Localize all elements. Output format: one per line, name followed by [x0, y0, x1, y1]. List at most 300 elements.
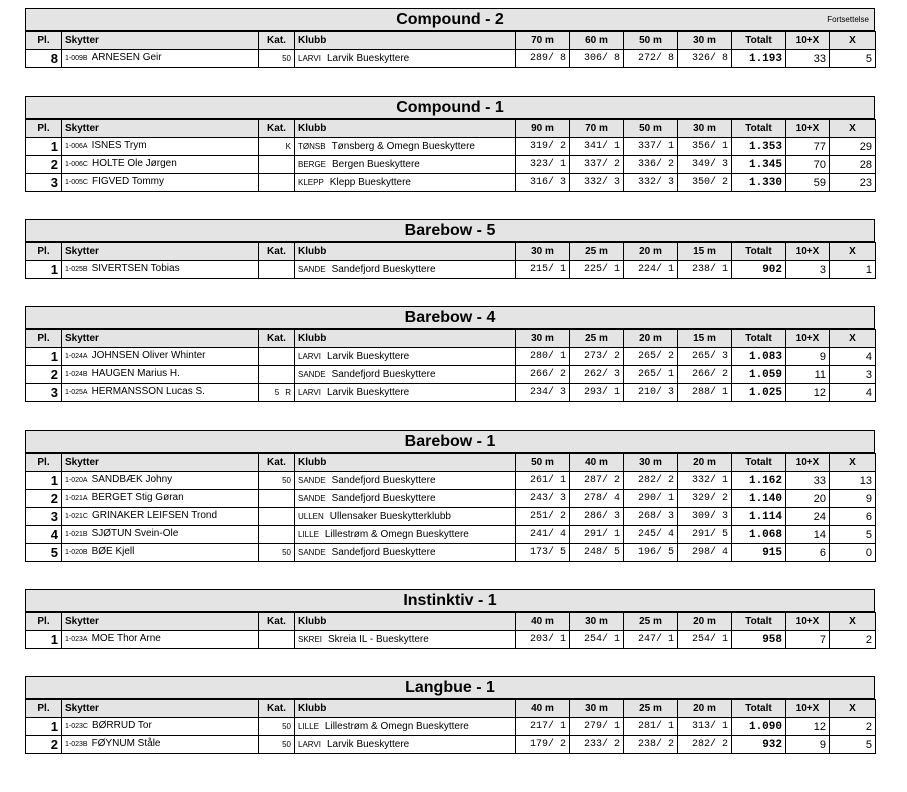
club-cell [295, 718, 516, 736]
placement: 1 [26, 631, 62, 649]
club-code: SANDE [298, 493, 326, 503]
distance-score: 238/ 1 [678, 261, 732, 279]
distance-score: 254/ 1 [678, 631, 732, 649]
club-name: Bergen Bueskyttere [332, 158, 420, 170]
header-kat: Kat. [259, 330, 295, 348]
header-skytter: Skytter [62, 32, 259, 50]
distance-score: 224/ 1 [624, 261, 678, 279]
placement: 2 [26, 736, 62, 754]
ten-x-count: 24 [786, 508, 830, 526]
result-section [25, 430, 875, 562]
distance-score: 266/ 2 [516, 366, 570, 384]
club-code: LARVI [298, 387, 321, 397]
start-id: 1-023C [65, 723, 88, 730]
distance-score: 215/ 1 [516, 261, 570, 279]
distance-score: 282/ 2 [624, 472, 678, 490]
header-row [26, 454, 876, 472]
total-score: 932 [732, 736, 786, 754]
header-skytter: Skytter [62, 243, 259, 261]
distance-score: 266/ 2 [678, 366, 732, 384]
start-id: 1-006A [65, 143, 88, 150]
section-title: Barebow - 1 [404, 433, 496, 450]
header-pl: Pl. [26, 700, 62, 718]
category-cell [259, 736, 295, 754]
club-code: LILLE [298, 721, 319, 731]
category-cell [259, 544, 295, 562]
placement: 3 [26, 508, 62, 526]
continuation-note: Fortsettelse [827, 15, 869, 24]
distance-score: 173/ 5 [516, 544, 570, 562]
header-x: X [830, 120, 876, 138]
placement: 5 [26, 544, 62, 562]
distance-score: 329/ 2 [678, 490, 732, 508]
distance-score: 217/ 1 [516, 718, 570, 736]
category: 50 [282, 739, 291, 749]
category-cell [259, 526, 295, 544]
archer-name: JOHNSEN Oliver Whinter [91, 350, 206, 361]
distance-score: 247/ 1 [624, 631, 678, 649]
header-skytter: Skytter [62, 330, 259, 348]
club-cell [295, 348, 516, 366]
distance-score: 313/ 1 [678, 718, 732, 736]
distance-score: 196/ 5 [624, 544, 678, 562]
header-klubb: Klubb [295, 32, 516, 50]
distance-score: 243/ 3 [516, 490, 570, 508]
distance-score: 265/ 3 [678, 348, 732, 366]
club-code: BERGE [298, 159, 327, 169]
header-10x: 10+X [786, 454, 830, 472]
total-score: 1.025 [732, 384, 786, 402]
x-count: 3 [830, 366, 876, 384]
archer-name: BERGET Stig Gøran [91, 492, 184, 503]
archer-cell [62, 544, 259, 562]
club-cell [295, 174, 516, 192]
table-row [26, 508, 876, 526]
header-totalt: Totalt [732, 613, 786, 631]
header-x: X [830, 330, 876, 348]
table-row [26, 138, 876, 156]
club-cell [295, 472, 516, 490]
archer-cell [62, 472, 259, 490]
x-count: 29 [830, 138, 876, 156]
table-row [26, 631, 876, 649]
category: 5 [274, 387, 280, 397]
ten-x-count: 77 [786, 138, 830, 156]
category-cell [259, 138, 295, 156]
results-table [25, 31, 876, 68]
distance-score: 251/ 2 [516, 508, 570, 526]
header-x: X [830, 613, 876, 631]
start-id: 1-020A [65, 477, 88, 484]
header-distance: 30 m [624, 454, 678, 472]
header-kat: Kat. [259, 454, 295, 472]
section-title-bar [25, 219, 875, 242]
category-cell [259, 384, 295, 402]
club-code: LARVI [298, 351, 321, 361]
total-score: 1.090 [732, 718, 786, 736]
header-row [26, 243, 876, 261]
section-title: Instinktiv - 1 [403, 592, 497, 609]
distance-score: 210/ 3 [624, 384, 678, 402]
section-title-bar [25, 430, 875, 453]
table-row [26, 472, 876, 490]
archer-cell [62, 526, 259, 544]
header-pl: Pl. [26, 32, 62, 50]
header-skytter: Skytter [62, 120, 259, 138]
section-title: Compound - 1 [396, 99, 504, 116]
placement: 2 [26, 490, 62, 508]
header-10x: 10+X [786, 32, 830, 50]
ten-x-count: 59 [786, 174, 830, 192]
placement: 1 [26, 348, 62, 366]
distance-score: 265/ 1 [624, 366, 678, 384]
table-row [26, 261, 876, 279]
distance-score: 326/ 8 [678, 50, 732, 68]
start-id: 1-021A [65, 495, 88, 502]
club-name: Tønsberg & Omegn Bueskyttere [331, 140, 475, 152]
ten-x-count: 33 [786, 50, 830, 68]
header-skytter: Skytter [62, 700, 259, 718]
ten-x-count: 70 [786, 156, 830, 174]
section-title: Langbue - 1 [405, 679, 495, 696]
total-score: 1.140 [732, 490, 786, 508]
header-pl: Pl. [26, 330, 62, 348]
club-cell [295, 544, 516, 562]
results-table [25, 242, 876, 279]
distance-score: 337/ 1 [624, 138, 678, 156]
header-10x: 10+X [786, 330, 830, 348]
club-name: Sandefjord Bueskyttere [331, 368, 436, 380]
ten-x-count: 11 [786, 366, 830, 384]
ten-x-count: 12 [786, 384, 830, 402]
distance-score: 203/ 1 [516, 631, 570, 649]
distance-score: 319/ 2 [516, 138, 570, 156]
header-totalt: Totalt [732, 243, 786, 261]
header-pl: Pl. [26, 243, 62, 261]
archer-name: GRINAKER LEIFSEN Trond [91, 510, 218, 521]
header-pl: Pl. [26, 454, 62, 472]
club-code: ULLEN [298, 511, 324, 521]
ten-x-count: 20 [786, 490, 830, 508]
distance-score: 337/ 2 [570, 156, 624, 174]
club-code: SANDE [298, 475, 326, 485]
category-cell [259, 50, 295, 68]
distance-score: 238/ 2 [624, 736, 678, 754]
distance-score: 332/ 3 [624, 174, 678, 192]
header-row [26, 330, 876, 348]
total-score: 915 [732, 544, 786, 562]
archer-cell [62, 156, 259, 174]
distance-score: 332/ 1 [678, 472, 732, 490]
table-row [26, 526, 876, 544]
ten-x-count: 3 [786, 261, 830, 279]
club-name: Ullensaker Bueskytterklubb [329, 510, 451, 522]
total-score: 1.345 [732, 156, 786, 174]
archer-name: BØE Kjell [91, 546, 135, 557]
club-code: SANDE [298, 264, 326, 274]
distance-score: 289/ 8 [516, 50, 570, 68]
results-table [25, 612, 876, 649]
total-score: 1.353 [732, 138, 786, 156]
archer-cell [62, 736, 259, 754]
distance-score: 287/ 2 [570, 472, 624, 490]
placement: 2 [26, 366, 62, 384]
placement: 1 [26, 472, 62, 490]
header-distance: 50 m [516, 454, 570, 472]
x-count: 4 [830, 348, 876, 366]
x-count: 0 [830, 544, 876, 562]
category-cell [259, 718, 295, 736]
ten-x-count: 33 [786, 472, 830, 490]
distance-score: 288/ 1 [678, 384, 732, 402]
archer-cell [62, 261, 259, 279]
table-row [26, 348, 876, 366]
total-score: 1.330 [732, 174, 786, 192]
club-cell [295, 138, 516, 156]
club-code: KLEPP [298, 177, 324, 187]
results-table [25, 453, 876, 562]
archer-name: SJØTUN Svein-Ole [91, 528, 179, 539]
result-section [25, 8, 875, 68]
header-klubb: Klubb [295, 700, 516, 718]
table-row [26, 384, 876, 402]
ten-x-count: 6 [786, 544, 830, 562]
x-count: 2 [830, 718, 876, 736]
section-title: Barebow - 4 [404, 309, 496, 326]
x-count: 5 [830, 526, 876, 544]
distance-score: 265/ 2 [624, 348, 678, 366]
section-title: Barebow - 5 [404, 222, 496, 239]
distance-score: 341/ 1 [570, 138, 624, 156]
x-count: 6 [830, 508, 876, 526]
start-id: 1-020B [65, 549, 88, 556]
archer-cell [62, 366, 259, 384]
start-id: 1-005C [65, 179, 88, 186]
total-score: 1.162 [732, 472, 786, 490]
header-x: X [830, 700, 876, 718]
club-name: Skreia IL - Bueskyttere [328, 633, 429, 645]
archer-name: ISNES Trym [91, 140, 147, 151]
category: 50 [282, 721, 291, 731]
header-distance: 30 m [516, 243, 570, 261]
x-count: 5 [830, 50, 876, 68]
table-row [26, 366, 876, 384]
archer-cell [62, 348, 259, 366]
club-name: Larvik Bueskyttere [326, 386, 410, 398]
category: 50 [282, 53, 291, 63]
header-distance: 70 m [570, 120, 624, 138]
total-score: 1.083 [732, 348, 786, 366]
total-score: 1.114 [732, 508, 786, 526]
header-distance: 20 m [624, 243, 678, 261]
ten-x-count: 9 [786, 736, 830, 754]
total-score: 1.068 [732, 526, 786, 544]
category-extra: R [285, 387, 291, 397]
ten-x-count: 7 [786, 631, 830, 649]
category-cell [259, 631, 295, 649]
header-skytter: Skytter [62, 613, 259, 631]
distance-score: 350/ 2 [678, 174, 732, 192]
distance-score: 306/ 8 [570, 50, 624, 68]
category: K [285, 141, 291, 151]
x-count: 13 [830, 472, 876, 490]
header-klubb: Klubb [295, 120, 516, 138]
header-skytter: Skytter [62, 454, 259, 472]
table-row [26, 156, 876, 174]
x-count: 1 [830, 261, 876, 279]
club-cell [295, 366, 516, 384]
club-code: LARVI [298, 739, 321, 749]
archer-cell [62, 490, 259, 508]
distance-score: 225/ 1 [570, 261, 624, 279]
header-distance: 25 m [624, 613, 678, 631]
placement: 3 [26, 174, 62, 192]
header-klubb: Klubb [295, 454, 516, 472]
placement: 8 [26, 50, 62, 68]
distance-score: 309/ 3 [678, 508, 732, 526]
placement: 4 [26, 526, 62, 544]
table-row [26, 174, 876, 192]
start-id: 1-025A [65, 389, 88, 396]
table-row [26, 736, 876, 754]
distance-score: 291/ 5 [678, 526, 732, 544]
result-section [25, 589, 875, 649]
header-distance: 30 m [570, 700, 624, 718]
distance-score: 336/ 2 [624, 156, 678, 174]
x-count: 2 [830, 631, 876, 649]
distance-score: 298/ 4 [678, 544, 732, 562]
placement: 1 [26, 138, 62, 156]
club-name: Sandefjord Bueskyttere [331, 492, 436, 504]
start-id: 1-021C [65, 513, 88, 520]
result-section [25, 306, 875, 402]
category: 50 [282, 475, 291, 485]
total-score: 1.193 [732, 50, 786, 68]
header-distance: 90 m [516, 120, 570, 138]
distance-score: 273/ 2 [570, 348, 624, 366]
club-cell [295, 631, 516, 649]
ten-x-count: 14 [786, 526, 830, 544]
club-cell [295, 384, 516, 402]
category-cell [259, 156, 295, 174]
club-cell [295, 261, 516, 279]
section-title-bar [25, 676, 875, 699]
ten-x-count: 9 [786, 348, 830, 366]
header-x: X [830, 32, 876, 50]
header-totalt: Totalt [732, 454, 786, 472]
header-x: X [830, 243, 876, 261]
archer-cell [62, 174, 259, 192]
header-row [26, 613, 876, 631]
distance-score: 279/ 1 [570, 718, 624, 736]
club-name: Lillestrøm & Omegn Bueskyttere [324, 720, 469, 732]
placement: 1 [26, 261, 62, 279]
header-pl: Pl. [26, 120, 62, 138]
distance-score: 286/ 3 [570, 508, 624, 526]
archer-name: MOE Thor Arne [91, 633, 161, 644]
ten-x-count: 12 [786, 718, 830, 736]
distance-score: 293/ 1 [570, 384, 624, 402]
header-distance: 20 m [678, 454, 732, 472]
header-totalt: Totalt [732, 330, 786, 348]
club-code: LARVI [298, 53, 321, 63]
results-table [25, 699, 876, 754]
club-cell [295, 50, 516, 68]
club-code: SKREI [298, 634, 323, 644]
archer-cell [62, 631, 259, 649]
x-count: 28 [830, 156, 876, 174]
x-count: 9 [830, 490, 876, 508]
club-code: SANDE [298, 369, 326, 379]
section-title-bar [25, 96, 875, 119]
header-klubb: Klubb [295, 243, 516, 261]
distance-score: 278/ 4 [570, 490, 624, 508]
header-distance: 25 m [624, 700, 678, 718]
start-id: 1-021B [65, 531, 88, 538]
result-section [25, 96, 875, 192]
start-id: 1-024A [65, 353, 88, 360]
header-distance: 30 m [678, 120, 732, 138]
header-distance: 15 m [678, 243, 732, 261]
archer-cell [62, 508, 259, 526]
section-title: Compound - 2 [396, 11, 504, 28]
header-distance: 40 m [516, 613, 570, 631]
header-pl: Pl. [26, 613, 62, 631]
header-distance: 30 m [516, 330, 570, 348]
start-id: 1-006C [65, 161, 88, 168]
club-cell [295, 156, 516, 174]
result-section [25, 219, 875, 279]
header-row [26, 700, 876, 718]
distance-score: 281/ 1 [624, 718, 678, 736]
category-cell [259, 490, 295, 508]
section-title-bar [25, 8, 875, 31]
header-distance: 25 m [570, 330, 624, 348]
club-name: Larvik Bueskyttere [326, 738, 410, 750]
archer-cell [62, 138, 259, 156]
distance-score: 245/ 4 [624, 526, 678, 544]
x-count: 5 [830, 736, 876, 754]
distance-score: 268/ 3 [624, 508, 678, 526]
archer-name: BØRRUD Tor [91, 720, 152, 731]
placement: 2 [26, 156, 62, 174]
header-distance: 40 m [570, 454, 624, 472]
club-name: Klepp Bueskyttere [329, 176, 411, 188]
start-id: 1-023A [65, 636, 88, 643]
category-cell [259, 348, 295, 366]
section-title-bar [25, 589, 875, 612]
category-cell [259, 472, 295, 490]
table-row [26, 544, 876, 562]
header-distance: 60 m [570, 32, 624, 50]
header-kat: Kat. [259, 243, 295, 261]
distance-score: 280/ 1 [516, 348, 570, 366]
distance-score: 291/ 1 [570, 526, 624, 544]
header-totalt: Totalt [732, 32, 786, 50]
header-10x: 10+X [786, 120, 830, 138]
table-row [26, 50, 876, 68]
section-title-bar [25, 306, 875, 329]
distance-score: 332/ 3 [570, 174, 624, 192]
header-distance: 20 m [678, 613, 732, 631]
club-name: Lillestrøm & Omegn Bueskyttere [324, 528, 469, 540]
club-cell [295, 490, 516, 508]
header-kat: Kat. [259, 613, 295, 631]
header-10x: 10+X [786, 700, 830, 718]
header-distance: 30 m [570, 613, 624, 631]
club-name: Sandefjord Bueskyttere [331, 263, 436, 275]
header-distance: 40 m [516, 700, 570, 718]
